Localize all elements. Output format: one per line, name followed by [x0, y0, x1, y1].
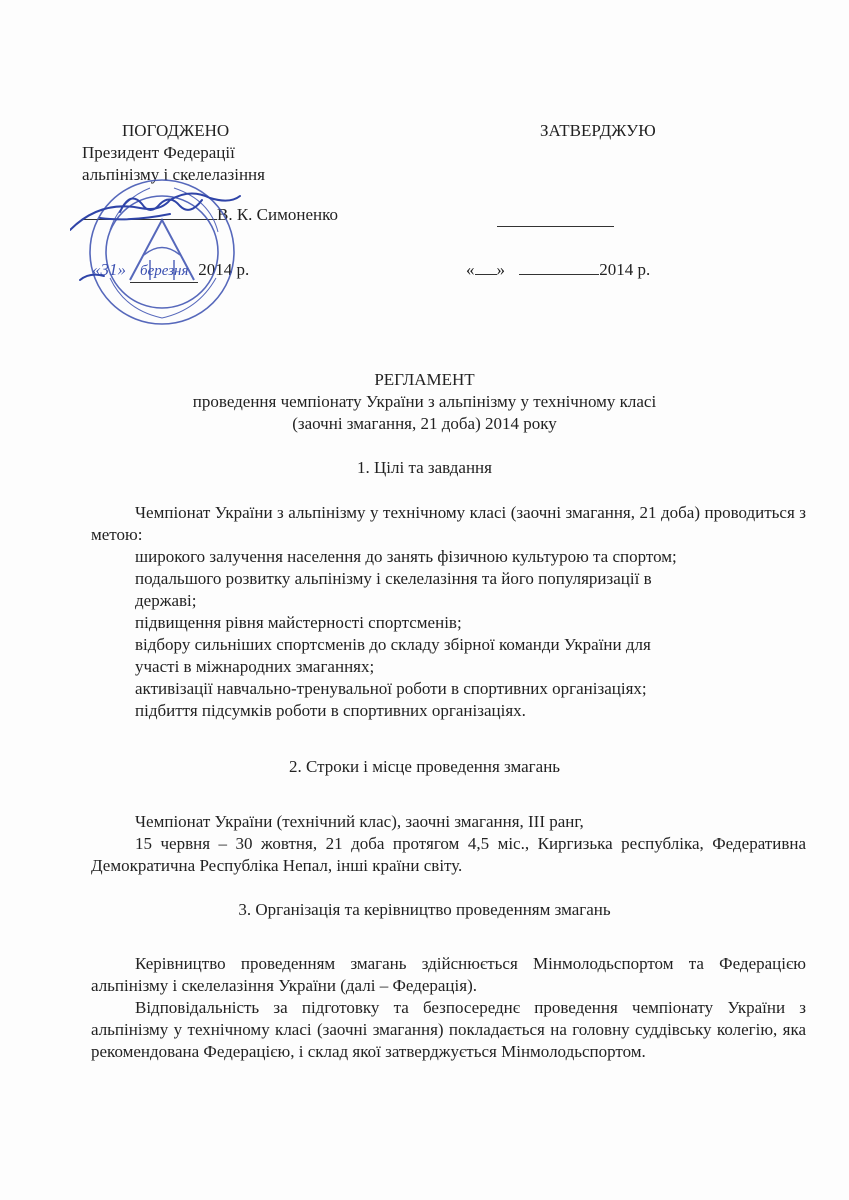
section-2-body — [91, 811, 806, 877]
date-close-quote: » — [496, 260, 505, 279]
section-2-paragraph: 15 червня – 30 жовтня, 21 доба протягом 4,5 міс., Киргизька республіка, Федеративна Демократична Республіка Непал, інші країни світу. — [91, 834, 806, 875]
section-1-heading: 1. Цілі та завдання — [357, 458, 492, 477]
date-line-right — [466, 259, 650, 281]
section-1-intro-text: Чемпіонат України з альпінізму у технічному класі (заочні змагання, 21 доба) проводиться з метою: — [91, 503, 806, 544]
official-stamp-seal — [70, 160, 250, 330]
section-2-heading: 2. Строки і місце проведення змагань — [288, 757, 561, 776]
list-item: участі в міжнародних змаганнях; — [135, 657, 375, 676]
list-item: широкого залучення населення до занять фізичною культурою та спортом; — [135, 547, 677, 566]
list-item: відбору сильніших спортсменів до складу збірної команди України для — [135, 635, 651, 654]
list-item: підвищення рівня майстерності спортсменів; — [135, 613, 462, 632]
section-1-goals-list — [135, 546, 815, 722]
approval-position-line1: Президент Федерації — [82, 143, 235, 162]
date-open-quote: « — [466, 260, 475, 279]
section-2-line1: Чемпіонат України (технічний клас), заочні змагання, III ранг, — [135, 812, 584, 831]
section-3-paragraph-1: Керівництво проведенням змагань здійснюється Мінмолодьспортом та Федерацією альпінізму і скелелазіння України (далі – Федерація). — [91, 954, 806, 995]
document-subtitle-line1: проведення чемпіонату України з альпінізму у технічному класі — [192, 392, 657, 411]
date-year-left: 2014 р. — [198, 260, 250, 279]
approver-name: В. К. Симоненко — [217, 205, 339, 224]
list-item: підбиття підсумків роботи в спортивних організаціях. — [135, 701, 526, 720]
section-3-heading: 3. Організація та керівництво проведенням змагань — [238, 900, 611, 919]
section-3-paragraph-2: Відповідальність за підготовку та безпосереднє проведення чемпіонату України з альпінізму у технічному класі (заочні змагання) покладається на головну суддівську колегію, яка рекомендована Федерацією, і склад якої затверджується Мінмолодьспортом. — [91, 998, 806, 1061]
approval-position-line2: альпінізму і скелелазіння — [82, 165, 265, 184]
document-subtitle-line2: (заочні змагання, 21 доба) 2014 року — [292, 414, 557, 433]
date-year-right: 2014 р. — [599, 260, 651, 279]
list-item: активізації навчально-тренувальної роботи в спортивних організаціях; — [135, 679, 647, 698]
approval-title-left: ПОГОДЖЕНО — [122, 121, 230, 140]
approval-title-right: ЗАТВЕРДЖУЮ — [540, 121, 656, 140]
signature-line-right — [497, 226, 614, 227]
approval-block-right — [540, 120, 656, 142]
date-day-blank — [475, 274, 497, 275]
section-1-intro — [91, 502, 806, 546]
document-title: РЕГЛАМЕНТ — [374, 370, 475, 389]
handwritten-signature — [70, 193, 240, 280]
date-month-blank — [519, 274, 599, 275]
section-3-body — [91, 953, 806, 1063]
list-item: подальшого розвитку альпінізму і скелелазіння та його популяризації в — [135, 569, 652, 588]
list-item: державі; — [135, 591, 197, 610]
date-day-left: «31» — [92, 260, 126, 279]
date-month-left: березня — [140, 263, 189, 279]
